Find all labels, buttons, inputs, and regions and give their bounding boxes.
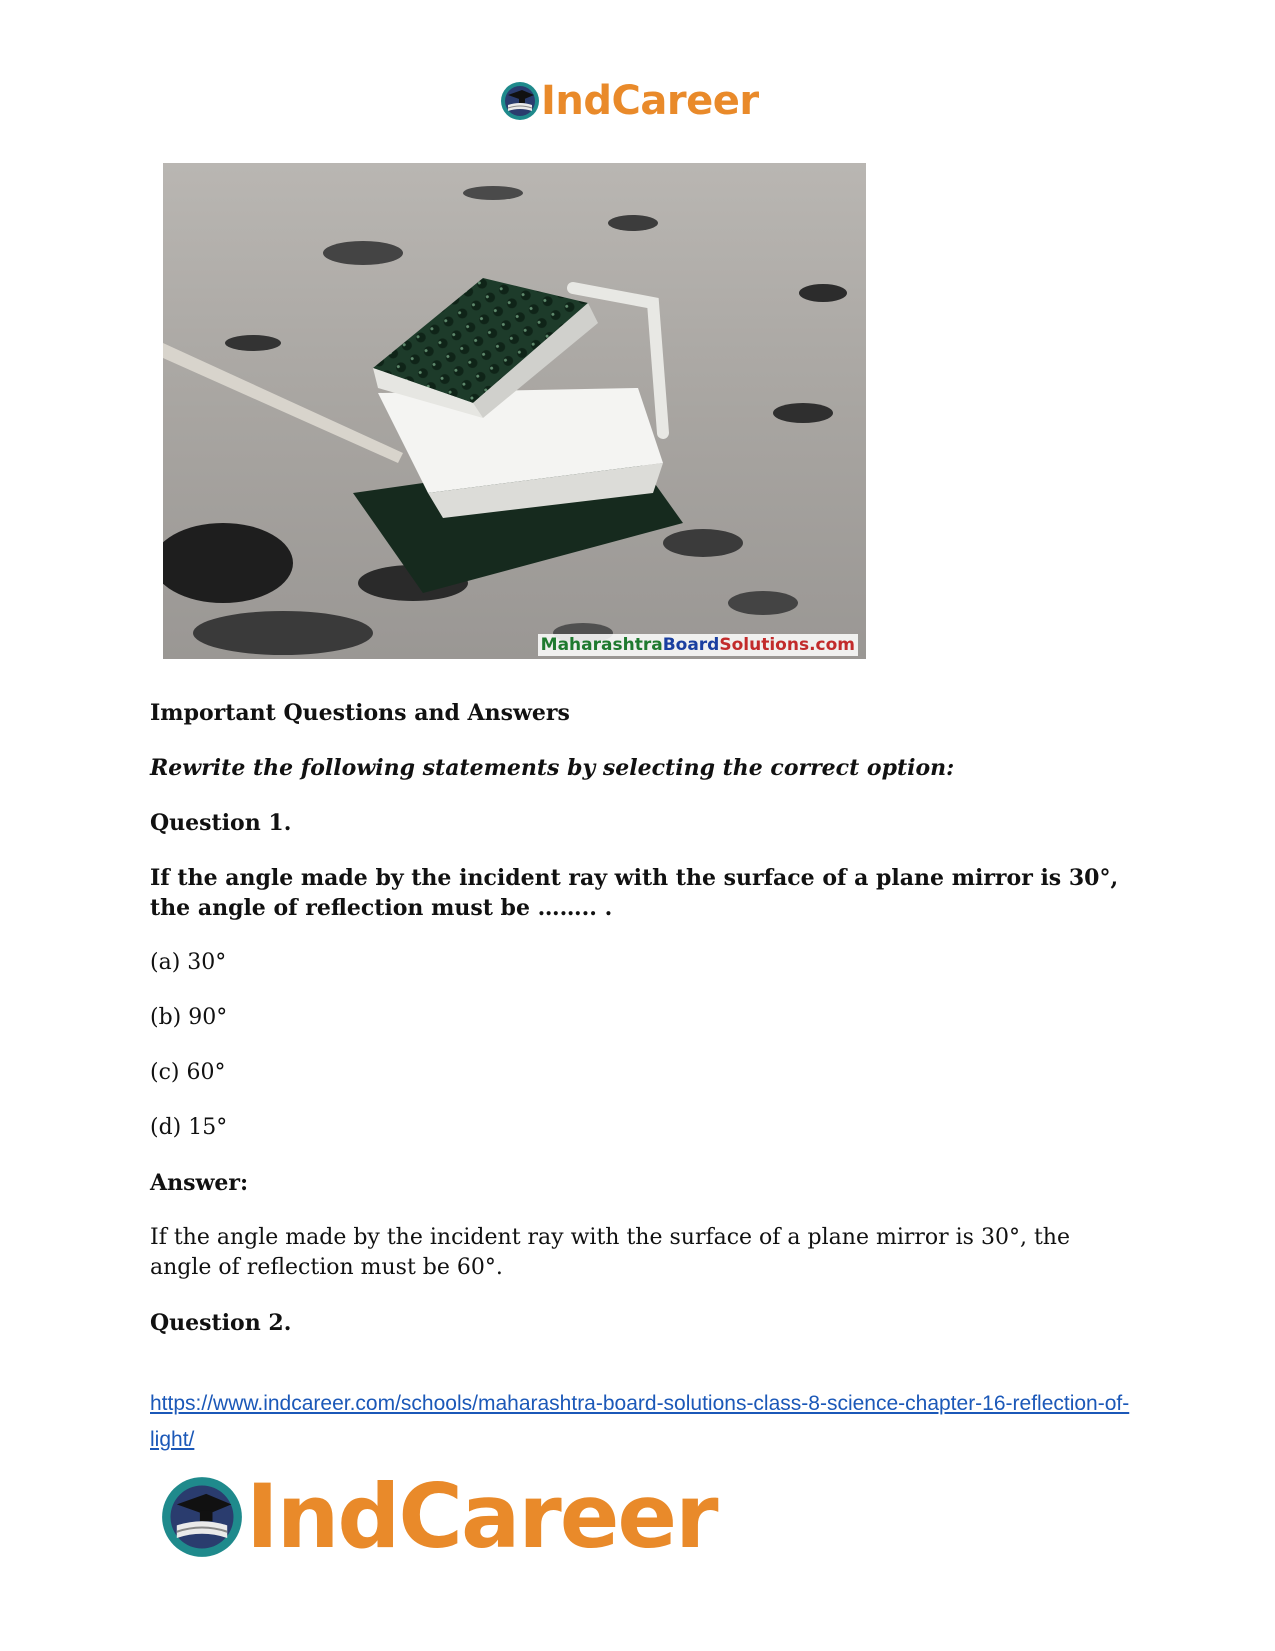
instruction: Rewrite the following statements by selecting the correct option: xyxy=(150,755,955,781)
document-body xyxy=(150,698,1130,1338)
logo-wordmark: IndCareer xyxy=(541,78,759,124)
header-logo xyxy=(500,78,759,124)
question-1-text: If the angle made by the incident ray with the surface of a plane mirror is 30°, the angle of reflection must be …….. . xyxy=(150,865,1119,921)
footer-logo xyxy=(160,1465,717,1568)
logo-wordmark: IndCareer xyxy=(246,1465,717,1568)
photo-credit: MaharashtraBoardSolutions.com xyxy=(538,634,858,656)
section-title: Important Questions and Answers xyxy=(150,700,570,726)
option-b: (b) 90° xyxy=(150,1005,228,1030)
question-1-label: Question 1. xyxy=(150,810,292,836)
option-c: (c) 60° xyxy=(150,1060,226,1085)
answer-text: If the angle made by the incident ray with the surface of a plane mirror is 30°, the angle of reflection must be 60°. xyxy=(150,1225,1070,1280)
question-2-label: Question 2. xyxy=(150,1310,292,1336)
option-d: (d) 15° xyxy=(150,1115,228,1140)
graduation-cap-book-icon xyxy=(160,1475,244,1559)
retroreflector-photo xyxy=(163,163,866,659)
option-a: (a) 30° xyxy=(150,950,227,975)
answer-label: Answer: xyxy=(150,1170,249,1196)
source-link[interactable]: https://www.indcareer.com/schools/maharashtra-board-solutions-class-8-science-chapter-16-reflection-of-light/ xyxy=(150,1392,1130,1451)
graduation-cap-book-icon xyxy=(500,81,540,121)
